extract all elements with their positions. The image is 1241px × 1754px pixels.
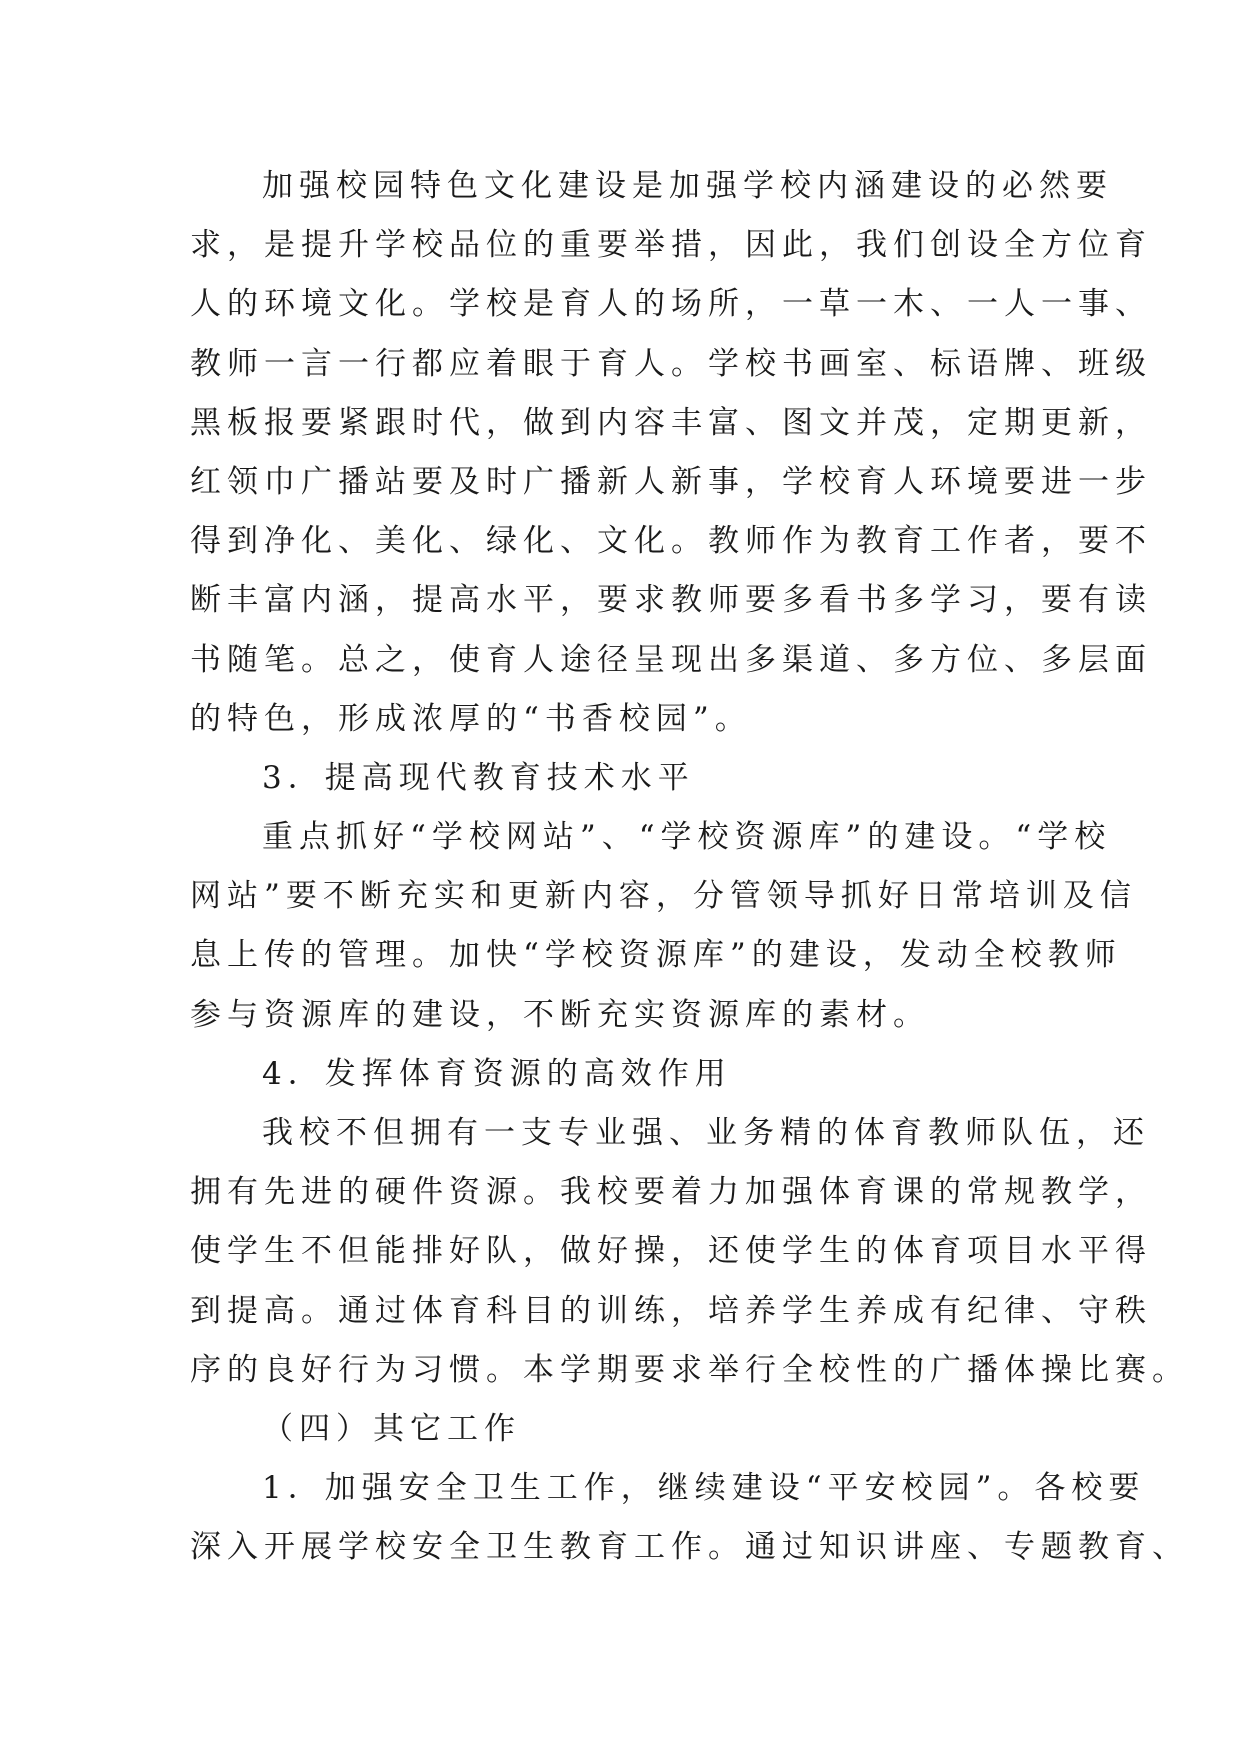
text-line: 序的良好行为习惯。本学期要求举行全校性的广播体操比赛。: [190, 1351, 1189, 1388]
text-line: 人的环境文化。学校是育人的场所，一草一木、一人一事、: [190, 286, 1152, 323]
section-heading: 3．提高现代教育技术水平: [262, 759, 695, 796]
section-heading: （四）其它工作: [262, 1410, 521, 1447]
text-line: 得到净化、美化、绿化、文化。教师作为教育工作者，要不: [190, 523, 1152, 560]
text-line: 1．加强安全卫生工作，继续建设“平安校园”。各校要: [262, 1470, 1146, 1507]
text-line: 网站”要不断充实和更新内容，分管领导抓好日常培训及信: [190, 878, 1137, 915]
document-body: [190, 157, 1189, 1578]
section-heading: 4．发挥体育资源的高效作用: [262, 1055, 732, 1092]
text-line: 教师一言一行都应着眼于育人。学校书画室、标语牌、班级: [190, 345, 1152, 382]
text-line: 我校不但拥有一支专业强、业务精的体育教师队伍，还: [262, 1115, 1150, 1151]
text-line: 加强校园特色文化建设是加强学校内涵建设的必然要: [262, 168, 1113, 204]
text-line: 的特色，形成浓厚的“书香校园”。: [190, 700, 752, 737]
text-line: 重点抓好“学校网站”、“学校资源库”的建设。“学校: [262, 819, 1112, 856]
text-line: 黑板报要紧跟时代，做到内容丰富、图文并茂，定期更新，: [190, 404, 1152, 441]
text-line: 红领巾广播站要及时广播新人新事，学校育人环境要进一步: [190, 463, 1152, 500]
text-line: 求，是提升学校品位的重要举措，因此，我们创设全方位育: [190, 227, 1152, 264]
text-line: 息上传的管理。加快“学校资源库”的建设，发动全校教师: [190, 937, 1122, 974]
text-line: 参与资源库的建设，不断充实资源库的素材。: [190, 996, 930, 1033]
text-line: 拥有先进的硬件资源。我校要着力加强体育课的常规教学，: [190, 1174, 1152, 1211]
text-line: 到提高。通过体育科目的训练，培养学生养成有纪律、守秩: [190, 1292, 1152, 1329]
text-line: 书随笔。总之，使育人途径呈现出多渠道、多方位、多层面: [190, 641, 1152, 678]
text-line: 断丰富内涵，提高水平，要求教师要多看书多学习，要有读: [190, 582, 1152, 619]
text-line: 深入开展学校安全卫生教育工作。通过知识讲座、专题教育、: [190, 1529, 1189, 1566]
text-line: 使学生不但能排好队，做好操，还使学生的体育项目水平得: [190, 1233, 1152, 1270]
